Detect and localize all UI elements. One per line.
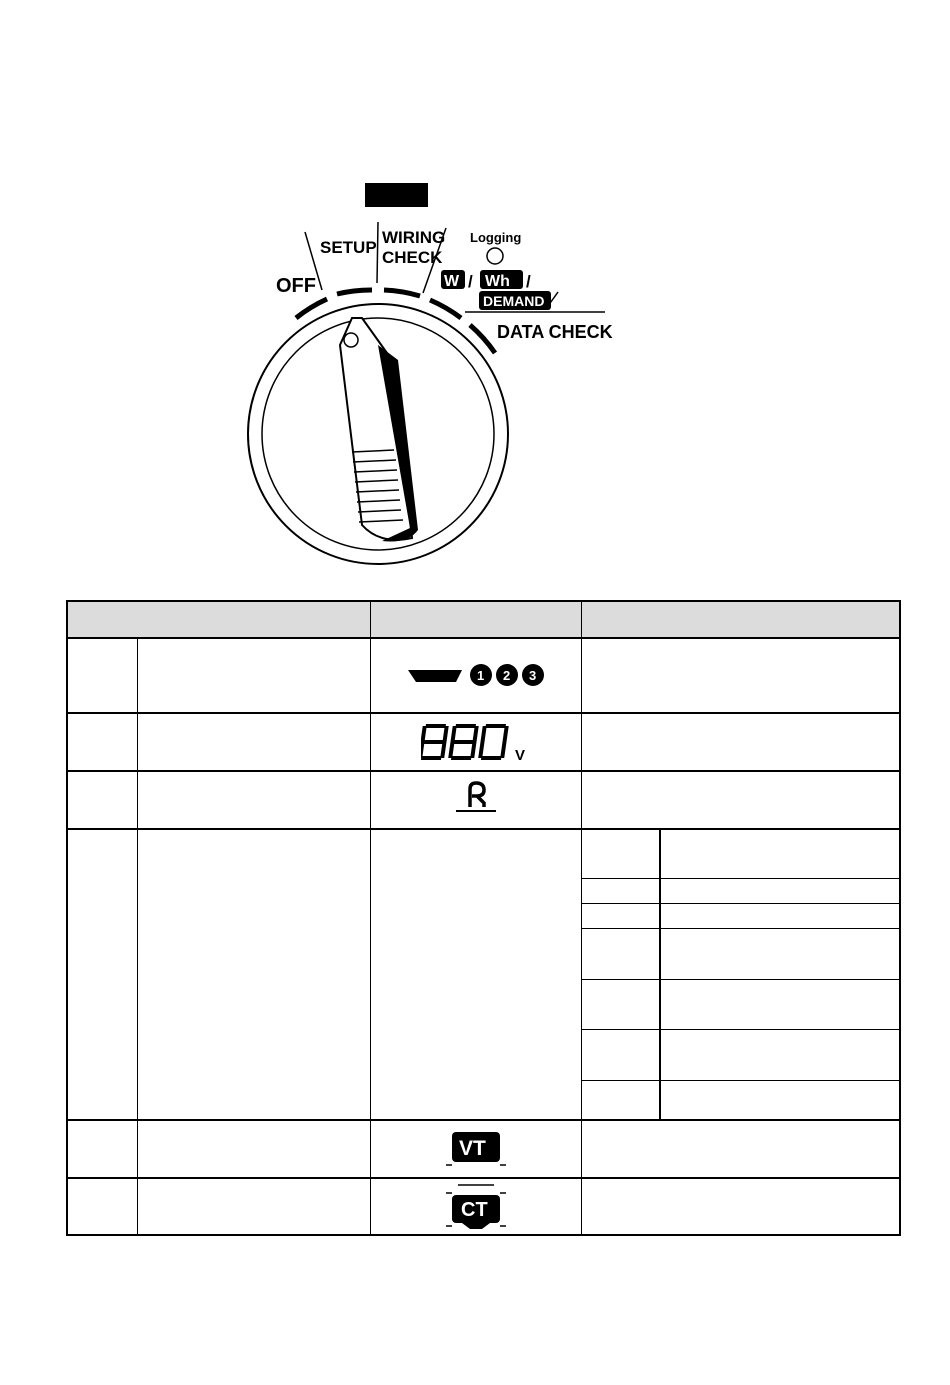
grid-line (66, 600, 901, 602)
grid-line (899, 600, 901, 1236)
separator-line (377, 222, 378, 283)
label-demand: DEMAND (483, 293, 545, 309)
phase-indicator-icon (371, 638, 581, 712)
label-setup: SETUP (320, 238, 377, 257)
svg-text:CT: CT (461, 1199, 488, 1221)
tick-arc-setup (337, 290, 372, 294)
tick-arc-wiring (384, 290, 420, 296)
rotary-dial-illustration (0, 0, 950, 580)
grid-line (137, 637, 138, 1236)
grid-line (581, 600, 582, 1236)
slash-1: / (468, 272, 473, 291)
label-check: CHECK (382, 248, 443, 267)
grid-line (581, 1080, 901, 1081)
tick-arc-w (430, 300, 461, 318)
grid-line (66, 828, 901, 830)
label-logging: Logging (470, 230, 522, 245)
label-off: OFF (276, 275, 316, 297)
table-header-row (66, 600, 901, 638)
label-data-check: DATA CHECK (497, 322, 613, 342)
grid-line (66, 1234, 901, 1236)
svg-text:3: 3 (529, 668, 537, 683)
slash-2: / (526, 272, 531, 291)
label-wh: Wh (485, 273, 510, 290)
function-table (66, 600, 901, 1236)
grid-line (581, 878, 901, 879)
grid-line (581, 903, 901, 904)
logging-circle-icon (487, 248, 503, 264)
grid-line (581, 1029, 901, 1030)
grid-line (581, 928, 901, 929)
ct-icon (371, 1178, 581, 1234)
black-marker-block (365, 183, 428, 207)
label-w: W (444, 273, 460, 290)
tick-arc-off (296, 299, 327, 318)
seven-segment-voltage-icon (371, 713, 581, 770)
clamp-sensor-icon (371, 771, 581, 828)
label-wiring: WIRING (382, 228, 446, 247)
grid-line (66, 600, 68, 1236)
svg-text:2: 2 (503, 668, 511, 683)
svg-text:1: 1 (477, 668, 485, 683)
vt-icon (371, 1120, 581, 1177)
grid-line (659, 828, 661, 1119)
svg-text:VT: VT (459, 1136, 486, 1160)
grid-line (581, 979, 901, 980)
svg-text:V: V (515, 746, 526, 762)
